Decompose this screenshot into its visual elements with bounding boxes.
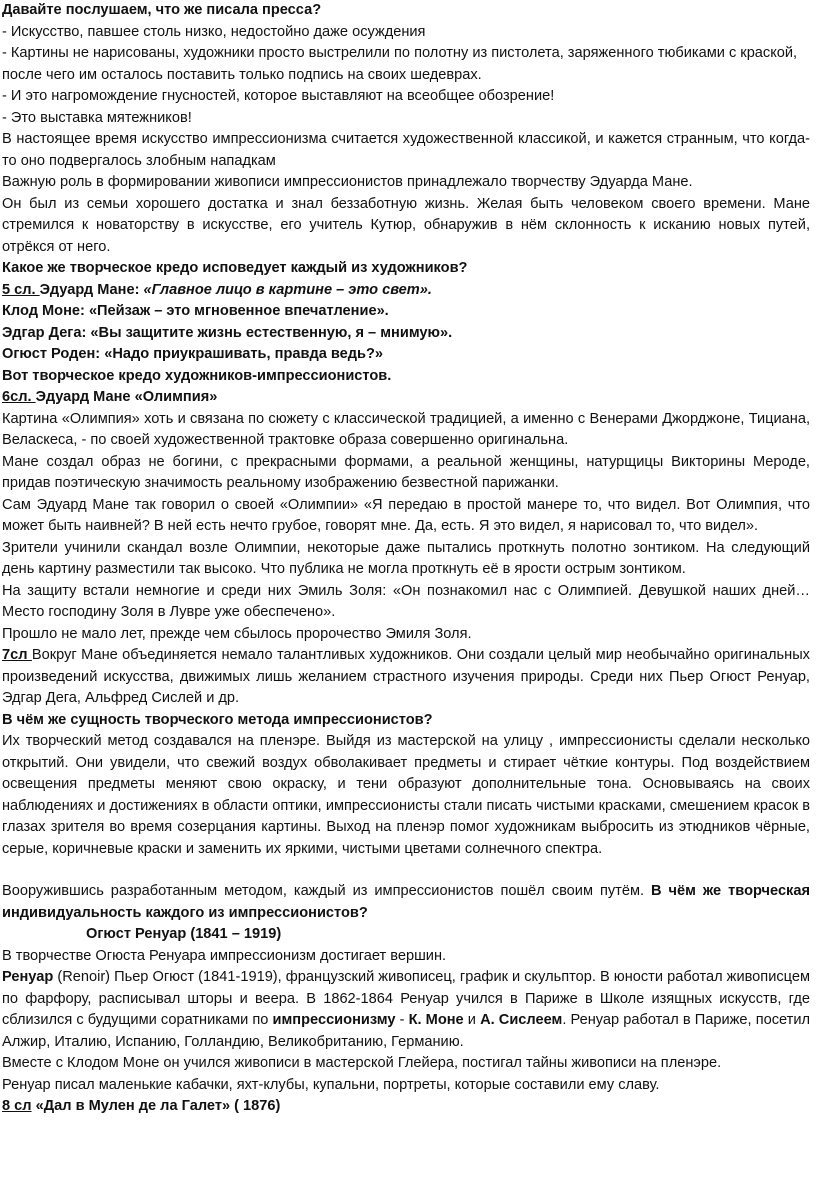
manet-quote: «Главное лицо в картине – это свет».	[143, 281, 432, 298]
renoir-name: Ренуар	[2, 969, 54, 985]
circle-paragraph	[2, 645, 810, 710]
credo-degas: Эдгар Дега: «Вы защитите жизнь естественную, я – мнимую».	[2, 324, 453, 341]
painting-title: «Дал в Мулен де ла Галет» ( 1876)	[31, 1098, 281, 1114]
credo-question: Какое же творческое кредо исповедует каждый из художников?	[2, 260, 468, 276]
olympia-paragraph: Картина «Олимпия» хоть и связана по сюжету с классической традицией, а именно с Венерами Джорджоне, Тициана, Веласкеса, - по своей художественной трактовке образа совершенно оригинальна.	[2, 410, 810, 448]
slide-7-marker: 7сл	[2, 647, 32, 663]
renoir-paragraph: Ренуар писал маленькие кабачки, яхт-клубы, купальни, портреты, которые составили ему славу.	[2, 1076, 660, 1093]
olympia-paragraph: Зрители учинили скандал возле Олимпии, некоторые даже пытались проткнуть полотно зонтиком. На следующий день картину разместили так высоко. Что публика не могла проткнуть её в ярости острым зонтиком.	[2, 539, 810, 577]
method-question: В чём же сущность творческого метода импрессионистов?	[2, 711, 433, 728]
press-quote: - И это нагромождение гнусностей, которое выставляют на всеобщее обозрение!	[2, 88, 555, 104]
press-quote: - Это выставка мятежников!	[2, 109, 192, 126]
renoir-bio-and: и	[463, 1012, 481, 1028]
press-heading: Давайте послушаем, что же писала пресса?	[2, 2, 322, 18]
individuality-text: Вооружившись разработанным методом, каждый из импрессионистов пошёл своим путём.	[2, 883, 652, 899]
renoir-bio-part: . Ренуар работал в Париже, посетил Алжир, Италию, Испанию, Голландию, Великобританию, Германию.	[2, 1012, 810, 1050]
renoir-bio-part: (Renoir) Пьер Огюст (1841-1919), французский живописец, график и скульптор. В юности работал живописцем по фарфору, расписывал шторы и веера. В 1862-1864 Ренуар учился в Париже в Школе изящных искусств, где сблизился с будущими соратниками по	[2, 969, 810, 1028]
credo-manet	[2, 280, 810, 302]
credo-monet: Клод Моне: «Пейзаж – это мгновенное впечатление».	[2, 303, 389, 319]
olympia-paragraph: Прошло не мало лет, прежде чем сбылось пророчество Эмиля Золя.	[2, 625, 472, 642]
olympia-paragraph: Мане создал образ не богини, с прекрасными формами, а реальной женщины, натурщицы Викторины Мероде, придав поэтическую значимость реальному изображению безвестной парижанки.	[2, 453, 810, 491]
monet-name: К. Моне	[408, 1012, 464, 1028]
credo-summary: Вот творческое кредо художников-импрессионистов.	[2, 367, 392, 384]
blank-line	[2, 860, 810, 881]
manet-name: Эдуард Мане:	[39, 281, 144, 298]
renoir-paragraph: Вместе с Клодом Моне он учился живописи в мастерской Глейера, постигал тайны живописи на пленэре.	[2, 1055, 722, 1071]
credo-rodin: Огюст Роден: «Надо приукрашивать, правда ведь?»	[2, 346, 384, 362]
renoir-paragraph: В творчестве Огюста Ренуара импрессионизм достигает вершин.	[2, 947, 447, 964]
method-paragraph: Их творческий метод создавался на пленэре. Выйдя из мастерской на улицу , импрессионисты сделали несколько открытий. Они увидели, что свежий воздух обволакивает предметы и стирает чёткие контуры. Под воздействием освещения предметы меняют свою окраску, и тени образуют дополнительные тона. Основываясь на своих наблюдениях и достижениях в области оптики, импрессионисты стали писать чистыми красками, смешением красок в глазах зрителя во время созерцания картины. Выход на пленэр помог художникам выбросить из этюдников чёрные, серые, коричневые краски и заменить их яркими, чистыми цветами солнечного спектра.	[2, 733, 810, 857]
intro-paragraph: Важную роль в формировании живописи импрессионистов принадлежало творчеству Эдуарда Мане.	[2, 174, 693, 190]
renoir-bio	[2, 967, 810, 1053]
slide-8-marker: 8 сл	[2, 1098, 32, 1114]
intro-paragraph: В настоящее время искусство импрессионизма считается художественной классикой, и кажется странным, что когда-то оно подвергалось злобным нападкам	[2, 131, 810, 169]
individuality-question: В чём же творческая индивидуальность каждого из импрессионистов?	[2, 883, 810, 921]
slide-8-heading	[2, 1096, 810, 1118]
slide-5-marker: 5 сл.	[2, 281, 40, 298]
olympia-paragraph: На защиту встали немногие и среди них Эмиль Золя: «Он познакомил нас с Олимпией. Девушкой наших дней… Место господину Золя в Лувре уже обеспечено».	[2, 582, 810, 620]
press-quote: - Искусство, павшее столь низко, недостойно даже осуждения	[2, 23, 426, 40]
press-quote: - Картины не нарисованы, художники просто выстрелили по полотну из пистолета, заряженного тюбиками с краской, после чего им осталось поставить только подпись на своих шедеврах.	[2, 45, 798, 83]
circle-text: Вокруг Мане объединяется немало талантливых художников. Они создали целый мир необычайно оригинальных произведений искусства, движимых лишь желанием страстного изучения природы. Среди них Пьер Огюст Ренуар, Эдгар Дега, Альфред Сислей и др.	[2, 647, 810, 706]
olympia-heading	[2, 387, 810, 409]
olympia-paragraph: Сам Эдуард Мане так говорил о своей «Олимпии» «Я передаю в простой манере то, что видел. Вот Олимпия, что может быть наивней? В ней есть нечто грубое, говорят мне. Да, есть. Я это видел, я нарисовал то, что видел».	[2, 496, 810, 534]
individuality-paragraph	[2, 881, 810, 924]
sisley-name: А. Сислеем	[480, 1012, 563, 1028]
slide-6-marker: 6сл.	[2, 389, 36, 405]
olympia-title: Эдуард Мане «Олимпия»	[35, 389, 218, 405]
renoir-heading: Огюст Ренуар (1841 – 1919)	[86, 926, 282, 942]
renoir-bio-dash: -	[395, 1012, 409, 1028]
impressionism-term: импрессионизму	[272, 1012, 396, 1028]
intro-paragraph: Он был из семьи хорошего достатка и знал беззаботную жизнь. Желая быть человеком своего времени. Мане стремился к новаторству в искусстве, его учитель Кутюр, обнаружив в нём склонность к исканию новых путей, отрёкся от него.	[2, 195, 810, 255]
